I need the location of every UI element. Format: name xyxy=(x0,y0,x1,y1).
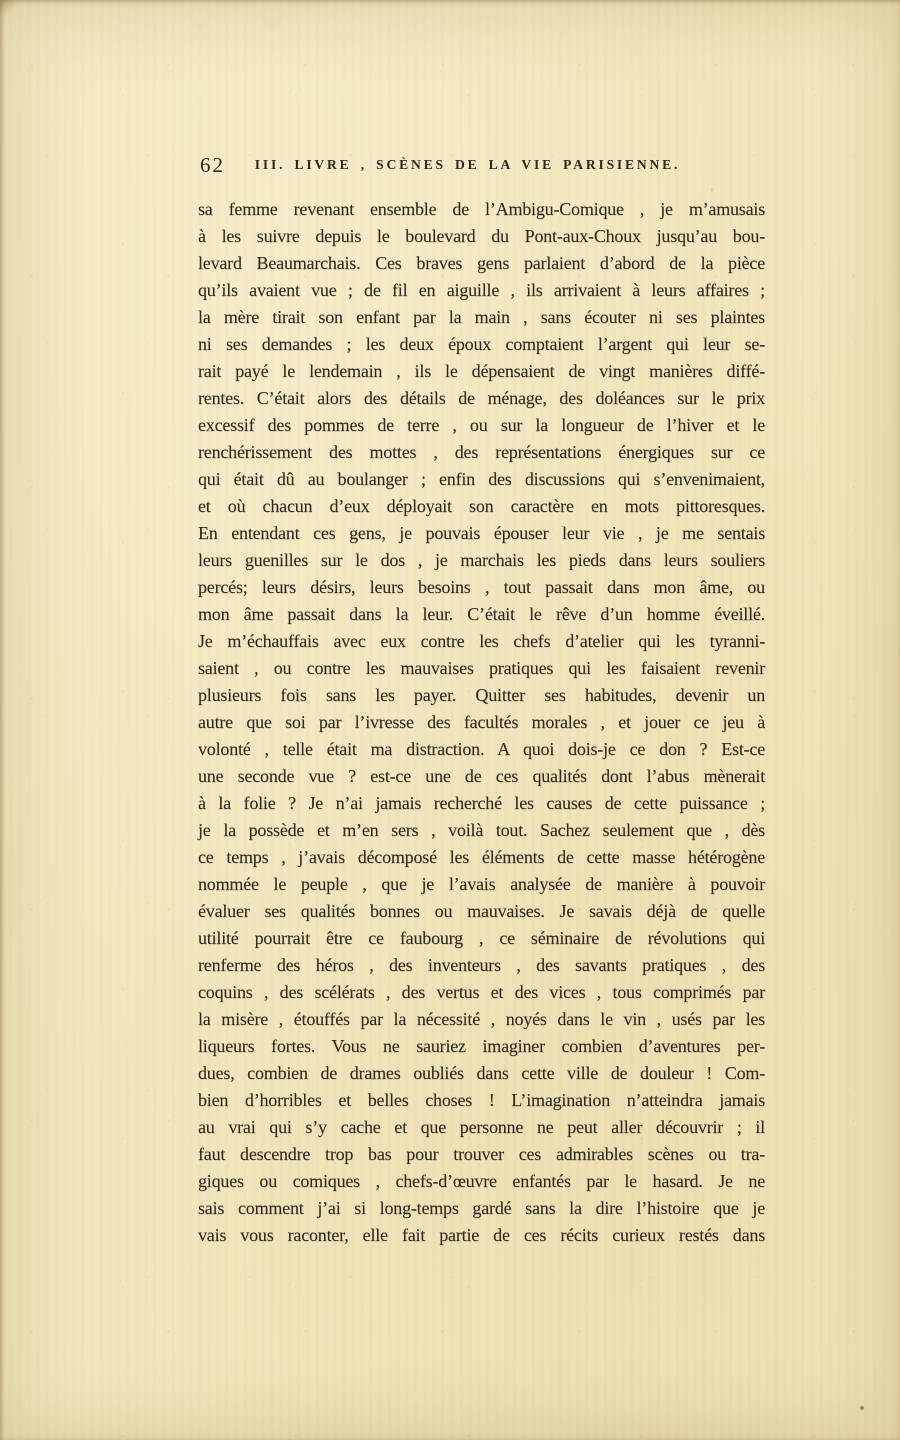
body-line: utilité pourrait être ce faubourg , ce séminaire de révolutions qui xyxy=(198,928,765,948)
body-text xyxy=(198,196,765,1249)
body-line: mon âme passait dans la leur. C’était le rêve d’un homme éveillé. xyxy=(198,604,765,624)
body-line: percés; leurs désirs, leurs besoins , tout passait dans mon âme, ou xyxy=(198,577,765,597)
body-line: au vrai qui s’y cache et que personne ne peut aller découvrir ; il xyxy=(198,1117,765,1137)
body-line: saient , ou contre les mauvaises pratiques qui les faisaient revenir xyxy=(198,658,765,678)
body-line: et où chacun d’eux déployait son caractère en mots pittoresques. xyxy=(198,496,765,516)
body-line: coquins , des scélérats , des vertus et des vices , tous comprimés par xyxy=(198,982,765,1002)
body-line: ni ses demandes ; les deux époux comptaient l’argent qui leur se- xyxy=(198,334,765,354)
page-header xyxy=(198,152,765,180)
body-line: giques ou comiques , chefs-d’œuvre enfantés par le hasard. Je ne xyxy=(198,1171,765,1191)
body-line: volonté , telle était ma distraction. A quoi dois-je ce don ? Est-ce xyxy=(198,739,765,759)
body-line: qui était dû au boulanger ; enfin des discussions qui s’envenimaient, xyxy=(198,469,765,489)
body-line: vais vous raconter, elle fait partie de ces récits curieux restés dans xyxy=(198,1225,765,1245)
body-line: évaluer ses qualités bonnes ou mauvaises. Je savais déjà de quelle xyxy=(198,901,765,921)
body-line: En entendant ces gens, je pouvais épouser leur vie , je me sentais xyxy=(198,523,765,543)
body-line: la mère tirait son enfant par la main , sans écouter ni ses plaintes xyxy=(198,307,765,327)
running-title: III. LIVRE , SCÈNES DE LA VIE PARISIENNE. xyxy=(254,157,681,172)
body-line: ce temps , j’avais décomposé les éléments de cette masse hétérogène xyxy=(198,847,765,867)
body-line: liqueurs fortes. Vous ne sauriez imaginer combien d’aventures per- xyxy=(198,1036,765,1056)
body-line: Je m’échauffais avec eux contre les chefs d’atelier qui les tyranni- xyxy=(198,631,765,651)
body-line: excessif des pommes de terre , ou sur la longueur de l’hiver et le xyxy=(198,415,765,435)
body-line: levard Beaumarchais. Ces braves gens parlaient d’abord de la pièce xyxy=(198,253,765,273)
body-line: renferme des héros , des inventeurs , des savants pratiques , des xyxy=(198,955,765,975)
body-line: autre que soi par l’ivresse des facultés morales , et jouer ce jeu à xyxy=(198,712,765,732)
body-line: à les suivre depuis le boulevard du Pont-aux-Choux jusqu’au bou- xyxy=(198,226,765,246)
body-line: une seconde vue ? est-ce une de ces qualités dont l’abus mènerait xyxy=(198,766,765,786)
body-line: à la folie ? Je n’ai jamais recherché les causes de cette puissance ; xyxy=(198,793,765,813)
body-line: dues, combien de drames oubliés dans cette ville de douleur ! Com- xyxy=(198,1063,765,1083)
body-line: renchérissement des mottes , des représentations énergiques sur ce xyxy=(198,442,765,462)
page-number: 62 xyxy=(200,153,225,177)
body-line: rentes. C’était alors des détails de ménage, des doléances sur le prix xyxy=(198,388,765,408)
body-line: je la possède et m’en sers , voilà tout. Sachez seulement que , dès xyxy=(198,820,765,840)
body-line: leurs guenilles sur le dos , je marchais les pieds dans leurs souliers xyxy=(198,550,765,570)
body-line: bien d’horribles et belles choses ! L’imagination n’atteindra jamais xyxy=(198,1090,765,1110)
body-line: rait payé le lendemain , ils le dépensaient de vingt manières diffé- xyxy=(198,361,765,381)
body-line: faut descendre trop bas pour trouver ces admirables scènes ou tra- xyxy=(198,1144,765,1164)
body-line: sais comment j’ai si long-temps gardé sans la dire l’histoire que je xyxy=(198,1198,765,1218)
body-line: qu’ils avaient vue ; de fil en aiguille , ils arrivaient à leurs affaires ; xyxy=(198,280,765,300)
body-line: plusieurs fois sans les payer. Quitter ses habitudes, devenir un xyxy=(198,685,765,705)
body-line: la misère , étouffés par la nécessité , noyés dans le vin , usés par les xyxy=(198,1009,765,1029)
body-line: sa femme revenant ensemble de l’Ambigu-Comique , je m’amusais xyxy=(198,199,765,219)
body-line: nommée le peuple , que je l’avais analysée de manière à pouvoir xyxy=(198,874,765,894)
